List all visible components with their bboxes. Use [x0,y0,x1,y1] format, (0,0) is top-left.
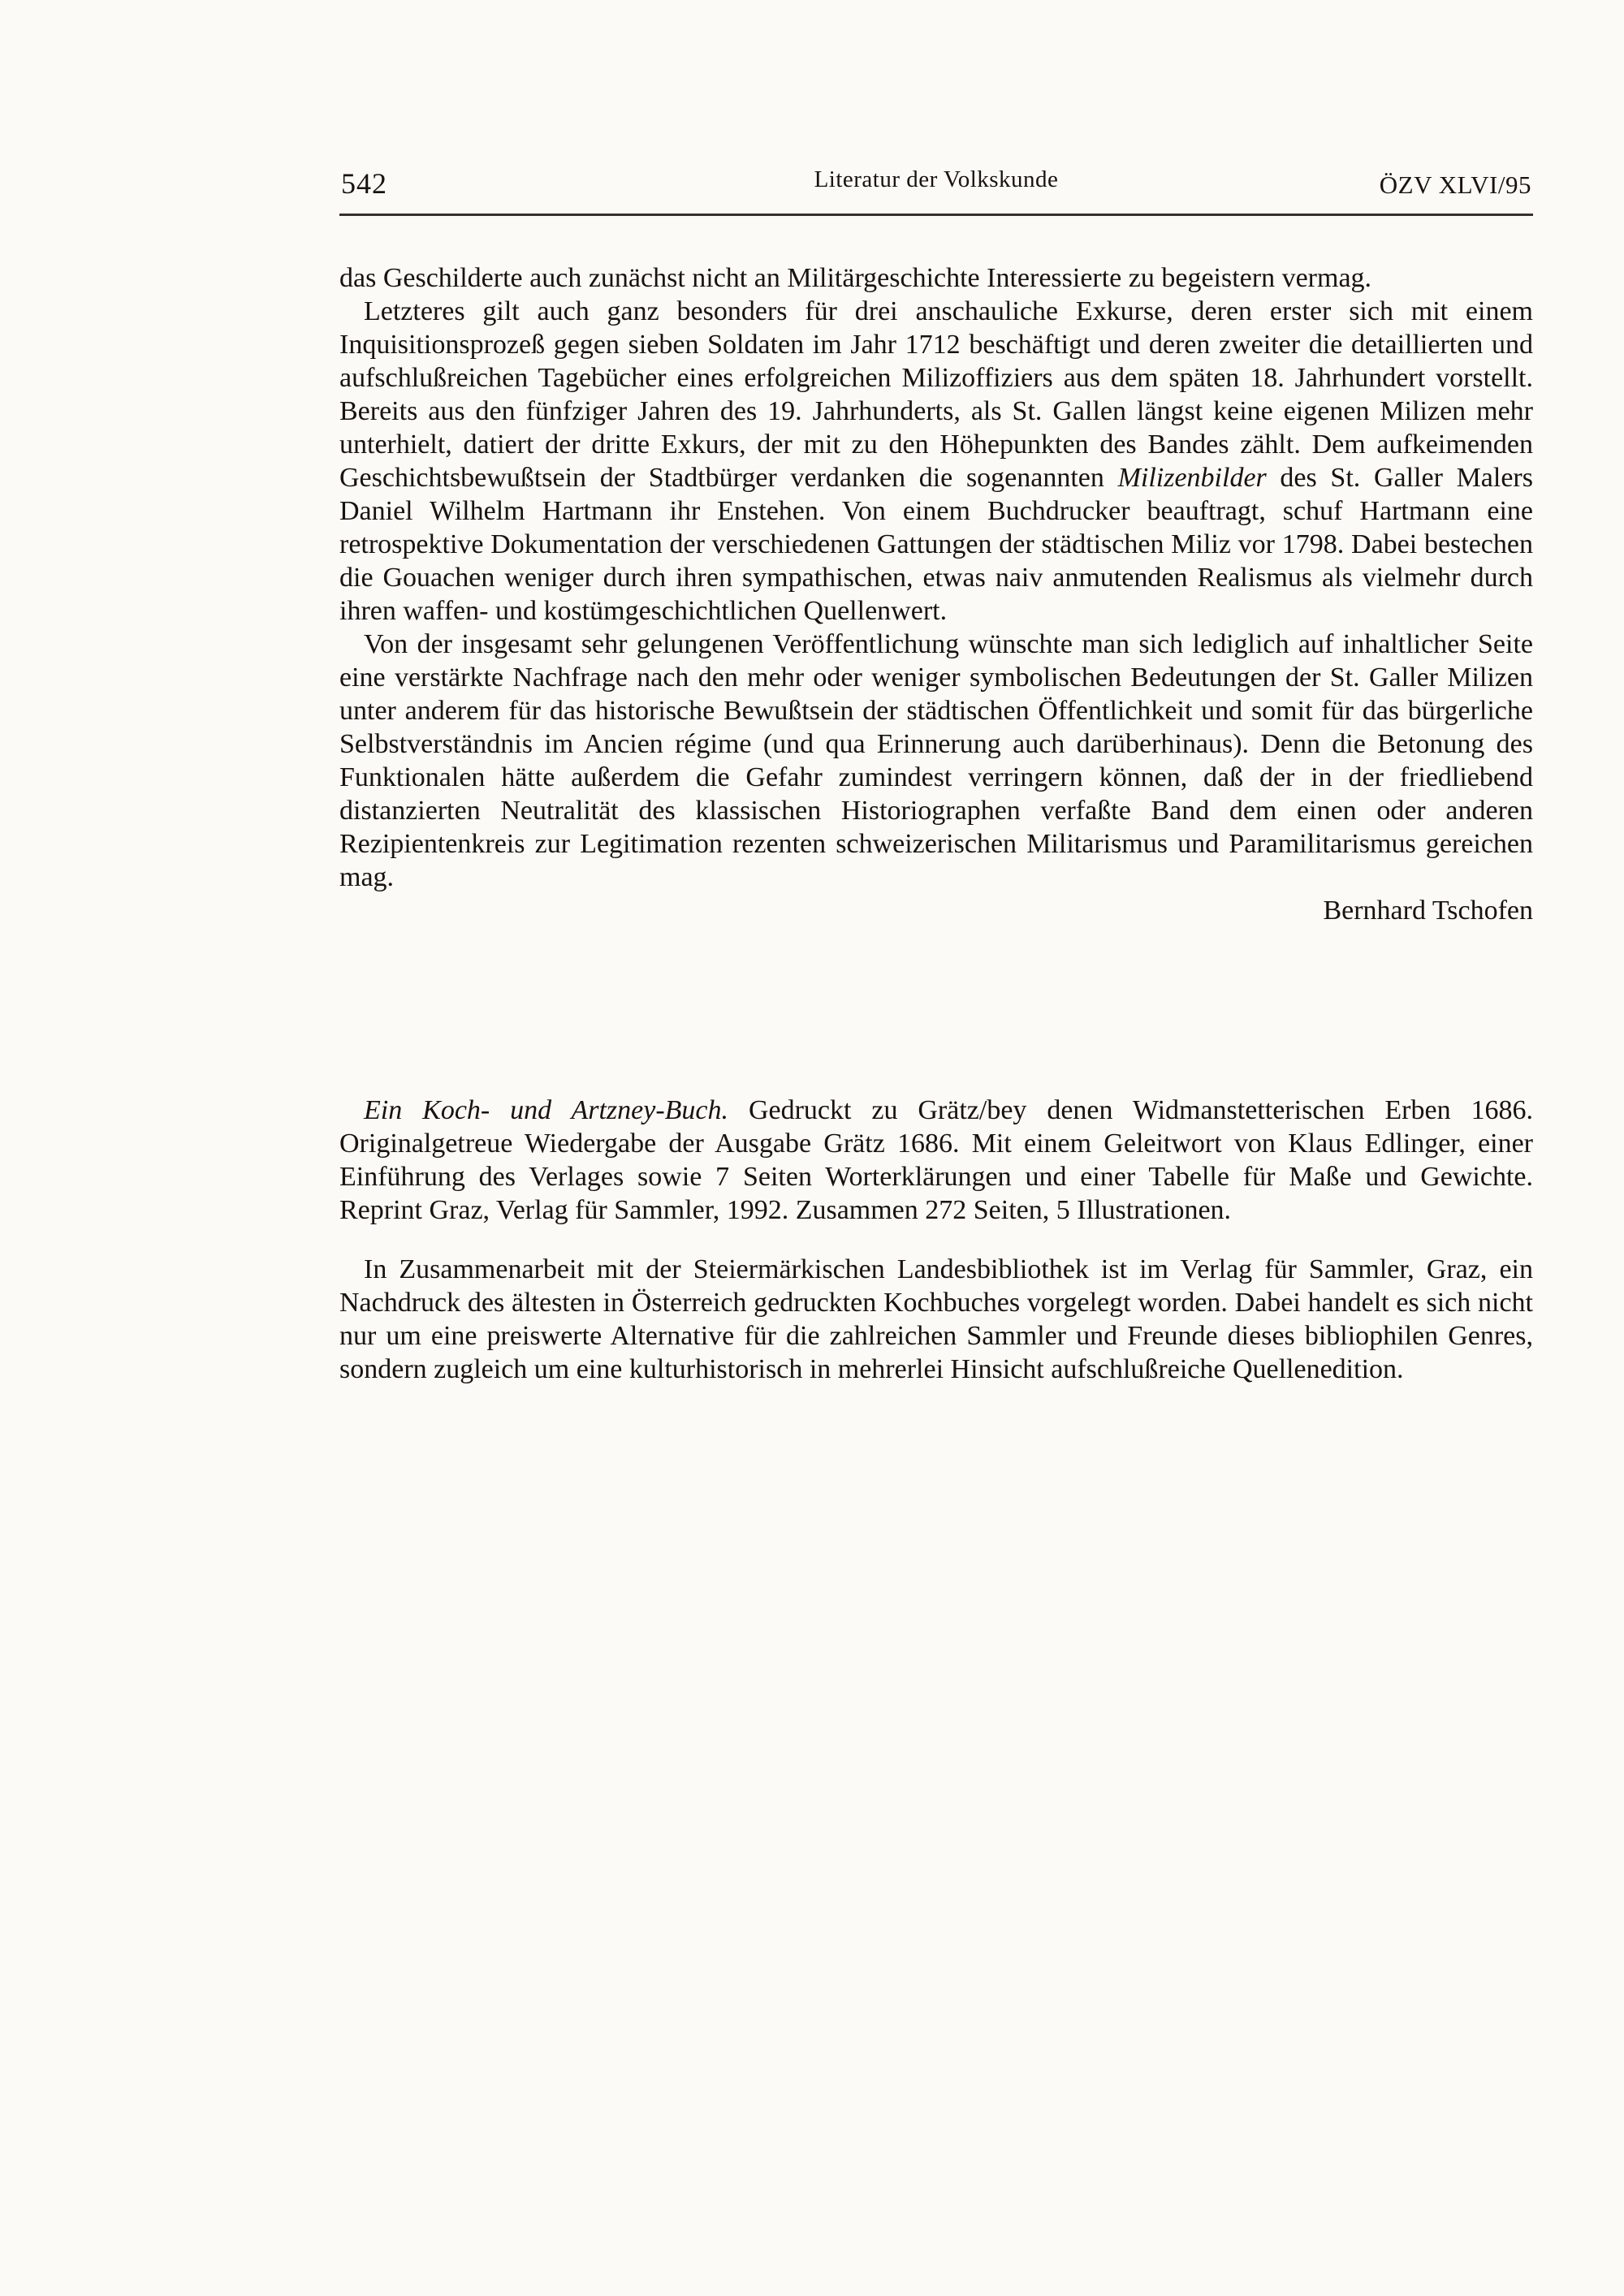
book-title: Ein Koch- und Artzney-Buch. [364,1095,729,1125]
bibliographic-entry [339,1094,1533,1227]
text-run: Letzteres gilt auch ganz besonders für drei anschauliche Exkurse, deren erster sich mit einem Inquisitionsprozeß gegen sieben Soldaten im Jahr 1712 beschäftigt und deren zweiter die detaillierten und aufschlußreichen Tagebücher eines erfolgreichen Milizoffiziers aus dem späten 18. Jahrhundert vorstellt. Bereits aus den fünfziger Jahren des 19. Jahrhunderts, als St. Gallen längst keine eigenen Milizen mehr unterhielt, datiert der dritte Exkurs, der mit zu den Höhepunkten des Bandes zählt. Dem aufkeimenden Geschichtsbewußtsein der Stadtbürger verdanken die sogenannten [339,296,1533,493]
paragraph-exkurse [339,295,1533,628]
reviewer-signature: Bernhard Tschofen [1323,896,1533,926]
paragraph-bewertung: Von der insgesamt sehr gelungenen Veröffentlichung wünschte man sich lediglich auf inhaltlicher Seite eine verstärkte Nachfrage nach den mehr oder weniger symbolischen Bedeutungen der St. Galler Milizen unter anderem für das historische Bewußtsein der städtischen Öffentlichkeit und somit für das bürgerliche Selbstverständnis im Ancien régime (und qua Erinnerung auch darüberhinaus). Denn die Betonung des Funktionalen hätte außerdem die Gefahr zumindest verringern können, daß der in der friedliebend distanzierten Neutralität des klassischen Historiographen verfaßte Band dem einen oder anderen Rezipientenkreis zur Legitimation rezenten schweizerischen Militarismus und Paramilitarismus gereichen mag. [339,629,1533,892]
running-title: Literatur der Volkskunde [814,166,1059,192]
paragraph-continuation: das Geschilderte auch zunächst nicht an Militärgeschichte Interessierte zu begeistern vermag. [339,263,1372,293]
header-rule [339,214,1533,216]
journal-reference: ÖZV XLVI/95 [1379,170,1531,199]
page-header [339,166,1533,201]
page-number: 542 [341,167,387,200]
review-section-tschofen [339,261,1533,927]
paragraph-nachdruck: In Zusammenarbeit mit der Steiermärkischen Landesbibliothek ist im Verlag für Sammler, Graz, ein Nachdruck des ältesten in Österreich gedruckten Kochbuches vorgelegt worden. Dabei handelt es sich nicht nur um eine preiswerte Alternative für die zahlreichen Sammler und Freunde dieses bibliophilen Genres, sondern zugleich um eine kulturhistorisch in mehrerlei Hinsicht aufschlußreiche Quellenedition. [339,1254,1533,1384]
italic-term-milizenbilder: Milizenbilder [1117,463,1267,493]
text-run: des St. Galler Malers Daniel Wilhelm Hartmann ihr Enstehen. Von einem Buchdrucker beauftragt, schuf Hartmann eine retrospektive Dokumentation der verschiedenen Gattungen der städtischen Miliz vor 1798. Dabei bestechen die Gouachen weniger durch ihren sympathischen, etwas naiv anmutenden Realismus als vielmehr durch ihren waffen- und kostümgeschichtlichen Quellenwert. [339,463,1533,626]
scanned-page [339,166,1533,1386]
review-section-kochbuch [339,1094,1533,1386]
text-run: Gedruckt zu Grätz/bey denen Widmanstetterischen Erben 1686. Originalgetreue Wiedergabe der Ausgabe Grätz 1686. Mit einem Geleitwort von Klaus Edlinger, einer Einführung des Verlages sowie 7 Seiten Worterklärungen und einer Tabelle für Maße und Gewichte. Reprint Graz, Verlag für Sammler, 1992. Zusammen 272 Seiten, 5 Illustrationen. [339,1095,1534,1225]
